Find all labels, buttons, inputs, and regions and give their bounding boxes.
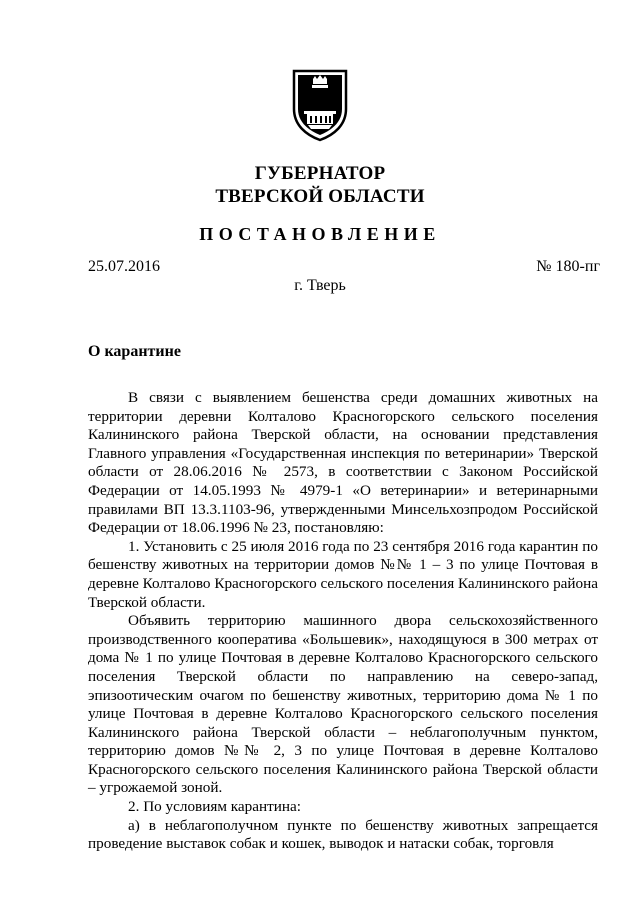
document-subject: О карантине: [88, 343, 181, 360]
clause-1-paragraph: 1. Установить с 25 июля 2016 года по 23 сентября 2016 года карантин по бешенству животных на территории домов №№ 1 – 3 по улице Почтовая в деревне Колталово Красногорского сельского поселения Калининского района Тверской области.: [88, 537, 598, 611]
document-type: ПОСТАНОВЛЕНИЕ: [199, 224, 441, 244]
document-number: № 180-пг: [536, 258, 600, 275]
issuer-title: ГУБЕРНАТОР: [254, 163, 386, 184]
coat-of-arms-icon: [288, 67, 352, 143]
document-city: г. Тверь: [294, 277, 346, 294]
issuer-region: ТВЕРСКОЙ ОБЛАСТИ: [215, 186, 425, 207]
document-date: 25.07.2016: [88, 258, 160, 275]
clause-2a-paragraph: а) в неблагополучном пункте по бешенству животных запрещается проведение выставок собак и кошек, выводок и натаски собак, торговля: [88, 816, 598, 853]
document-body: [88, 389, 598, 854]
preamble-paragraph: В связи с выявлением бешенства среди домашних животных на территории деревни Колталово Красногорского сельского поселения Калининского района Тверской области, на основании представления Главного управления «Государственная инспекция по ветеринарии» Тверской области от 28.06.2016 № 2573, в соответствии с Законом Российской Федерации от 14.05.1993 № 4979-1 «О ветеринарии» и ветеринарными правилами ВП 13.3.1103-96, утвержденными Минсельхозпродом Российской Федерации от 18.06.1996 № 23, постановляю:: [88, 389, 598, 537]
clause-1-declaration-paragraph: Объявить территорию машинного двора сельскохозяйственного производственного кооператива «Большевик», находящуюся в 300 метрах от дома № 1 по улице Почтовая в деревне Колталово Красногорского сельского поселения Тверской области по направлению на северо-запад, эпизоотическим очагом по бешенству животных, территорию дома № 1 по улице Почтовая в деревне Колталово Красногорского сельского поселения Калининского района Тверской области – неблагополучным пунктом, территорию домов №№ 2, 3 по улице Почтовая в деревне Колталово Красногорского сельского поселения Калининского района Тверской области – угрожаемой зоной.: [88, 612, 598, 797]
clause-2-heading: 2. По условиям карантина:: [128, 798, 301, 816]
